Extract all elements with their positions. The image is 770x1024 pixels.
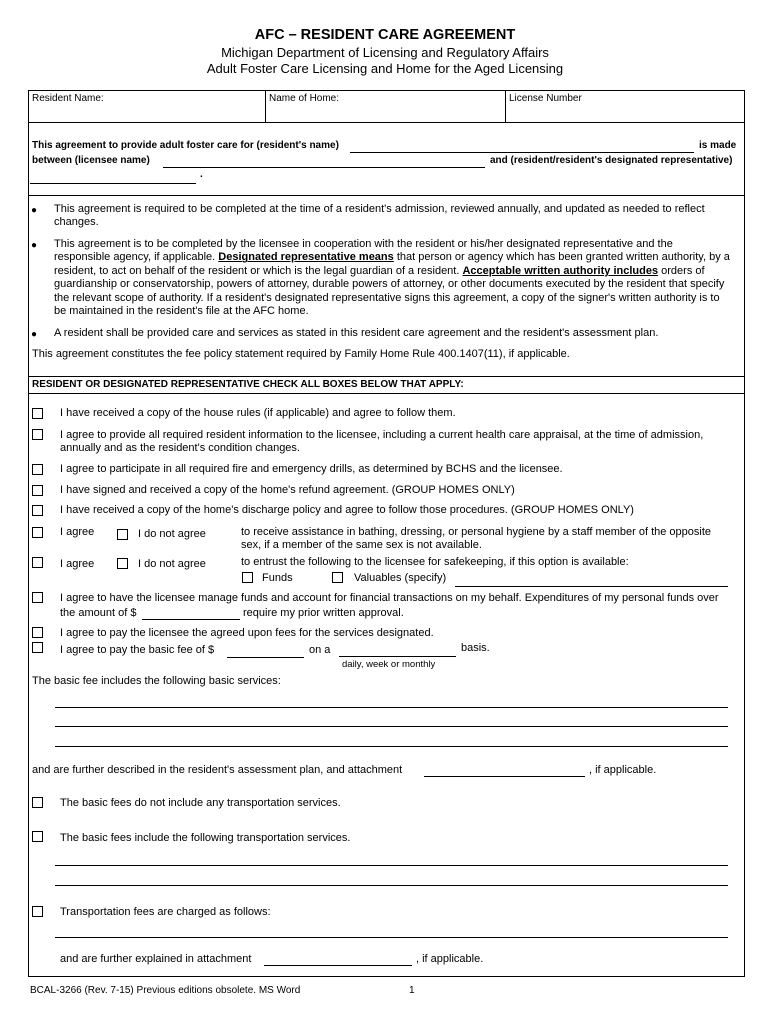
- page-number: 1: [409, 985, 415, 996]
- divider: [28, 393, 745, 394]
- basic-services-line[interactable]: [55, 707, 728, 708]
- bullet-text-review: This agreement is required to be completed at the time of a resident's admission, reviewed annually, and updated as needed to reflect changes.: [54, 203, 705, 229]
- basic-fee-label: I agree to pay the basic fee of $: [60, 644, 215, 656]
- funds-label: Funds: [262, 572, 293, 584]
- resident-name-label: Resident Name:: [32, 93, 104, 104]
- agreement-period: .: [200, 169, 203, 180]
- assistance-agree-checkbox[interactable]: [32, 527, 43, 538]
- licensee-name-line[interactable]: [163, 167, 485, 168]
- transport-included-checkbox[interactable]: [32, 831, 43, 842]
- license-number-field[interactable]: [506, 104, 744, 121]
- resident-name-field[interactable]: [29, 104, 265, 121]
- transport-attachment-end: , if applicable.: [416, 953, 484, 965]
- entrust-agree-checkbox[interactable]: [32, 557, 43, 568]
- funds-checkbox[interactable]: [242, 572, 253, 583]
- discharge-label: I have received a copy of the home's discharge policy and agree to follow those procedures. (GROUP HOMES ONLY): [60, 504, 634, 516]
- drills-label: I agree to participate in all required fire and emergency drills, as determined by BCHS and the licensee.: [60, 463, 563, 475]
- no-transport-checkbox[interactable]: [32, 797, 43, 808]
- home-name-field[interactable]: [266, 104, 505, 121]
- transport-fees-line[interactable]: [55, 937, 728, 938]
- basis-hint: daily, week or monthly: [342, 659, 436, 670]
- agreement-made-label: is made: [699, 140, 737, 151]
- health-info-label-cont: annually and as the resident's condition changes.: [60, 442, 300, 454]
- discharge-checkbox[interactable]: [32, 505, 43, 516]
- basic-services-line[interactable]: [55, 726, 728, 727]
- no-transport-label: The basic fees do not include any transportation services.: [60, 797, 341, 809]
- resident-name-line[interactable]: [350, 152, 694, 153]
- entrust-disagree-label: I do not agree: [138, 558, 206, 570]
- manage-funds-checkbox[interactable]: [32, 592, 43, 603]
- divider: [28, 122, 745, 123]
- transport-included-label: The basic fees include the following transportation services.: [60, 832, 351, 844]
- assistance-disagree-label: I do not agree: [138, 528, 206, 540]
- agreed-fees-checkbox[interactable]: [32, 627, 43, 638]
- assistance-agree-label: I agree: [60, 526, 95, 538]
- basic-fee-basis-line[interactable]: [339, 656, 456, 657]
- refund-label: I have signed and received a copy of the home's refund agreement. (GROUP HOMES ONLY): [60, 484, 515, 496]
- form-id: BCAL-3266 (Rev. 7-15) Previous editions obsolete. MS Word: [30, 985, 301, 996]
- agreed-fees-label: I agree to pay the licensee the agreed upon fees for the services designated.: [60, 627, 434, 639]
- basic-services-line[interactable]: [55, 746, 728, 747]
- manage-funds-end: require my prior written approval.: [243, 607, 404, 619]
- divider: [28, 376, 745, 377]
- completion-text-2: that person or agency which has been granted written authority, by a resident, to act on behalf of the resident or which is the legal guardian of a resident.: [54, 251, 730, 277]
- entrust-agree-label: I agree: [60, 558, 95, 570]
- transport-attachment-label: and are further explained in attachment: [60, 953, 252, 965]
- basic-fee-amount-line[interactable]: [227, 657, 304, 658]
- assistance-text: to receive assistance in bathing, dressing, or personal hygiene by a staff member of the opposite: [241, 526, 712, 538]
- health-info-label: I agree to provide all required resident information to the licensee, including a current health care appraisal, at the time of admission,: [60, 429, 704, 441]
- assessment-plan-text: and are further described in the resident's assessment plan, and attachment: [32, 764, 403, 776]
- divider: [28, 195, 745, 196]
- transport-services-line[interactable]: [55, 865, 728, 866]
- transport-fees-checkbox[interactable]: [32, 906, 43, 917]
- written-authority-term: Acceptable written authority includes: [462, 264, 659, 277]
- bullet-icon: ●: [31, 329, 38, 340]
- license-number-label: License Number: [509, 93, 582, 104]
- department-name: Michigan Department of Licensing and Regulatory Affairs: [221, 45, 549, 60]
- completion-text: This agreement is to be completed by the licensee in cooperation with the resident or his/her designated representative and the responsible agency, if applicable.: [54, 238, 673, 264]
- health-info-checkbox[interactable]: [32, 429, 43, 440]
- bullet-text-completion: [54, 238, 730, 318]
- entrust-text: to entrust the following to the licensee for safekeeping, if this option is available:: [241, 556, 629, 568]
- valuables-checkbox[interactable]: [332, 572, 343, 583]
- bullet-text-care: A resident shall be provided care and services as stated in this resident care agreement and the resident's assessment plan.: [54, 327, 659, 339]
- assistance-disagree-checkbox[interactable]: [117, 529, 128, 540]
- basis-label: basis.: [461, 642, 490, 654]
- designated-representative-term: Designated representative means: [218, 251, 394, 264]
- house-rules-label: I have received a copy of the house rules (if applicable) and agree to follow them.: [60, 407, 456, 419]
- bullet-icon: ●: [31, 205, 38, 216]
- on-a-label: on a: [309, 644, 331, 656]
- assistance-text-cont: sex, if a member of the same sex is not available.: [241, 539, 482, 551]
- assessment-plan-end: , if applicable.: [589, 764, 657, 776]
- transport-fees-label: Transportation fees are charged as follows:: [60, 906, 271, 918]
- basic-services-label: The basic fee includes the following basic services:: [32, 675, 281, 687]
- refund-checkbox[interactable]: [32, 485, 43, 496]
- agreement-representative-label: and (resident/resident's designated representative): [490, 155, 733, 166]
- manage-funds-amount-line[interactable]: [142, 619, 240, 620]
- drills-checkbox[interactable]: [32, 464, 43, 475]
- manage-funds-amount-label: the amount of $: [60, 607, 137, 619]
- fee-policy-statement: This agreement constitutes the fee policy statement required by Family Home Rule 400.1407(11), if applicable.: [32, 348, 570, 360]
- bullet-icon: ●: [31, 240, 38, 251]
- basic-fee-checkbox[interactable]: [32, 642, 43, 653]
- representative-name-line[interactable]: [30, 183, 196, 184]
- house-rules-checkbox[interactable]: [32, 408, 43, 419]
- agreement-resident-label: This agreement to provide adult foster care for (resident's name): [32, 140, 339, 151]
- valuables-input-line[interactable]: [455, 586, 728, 587]
- agreement-licensee-label: between (licensee name): [32, 155, 150, 166]
- transport-attachment-line[interactable]: [264, 965, 412, 966]
- section-header: RESIDENT OR DESIGNATED REPRESENTATIVE CHECK ALL BOXES BELOW THAT APPLY:: [32, 379, 464, 390]
- entrust-disagree-checkbox[interactable]: [117, 558, 128, 569]
- home-name-label: Name of Home:: [269, 93, 340, 104]
- completion-text-3: orders of guardianship or conservatorship, powers of attorney, durable powers of attorney, or other documents executed by the resident that specify the relevant scope of authority. If a resident's designated representative signs this agreement, a copy of the signer's written authority is to be maintained in the resident's file at the AFC home.: [54, 264, 725, 318]
- transport-services-line[interactable]: [55, 885, 728, 886]
- bureau-name: Adult Foster Care Licensing and Home for the Aged Licensing: [206, 61, 564, 76]
- form-title: AFC – RESIDENT CARE AGREEMENT: [254, 27, 516, 43]
- manage-funds-label: I agree to have the licensee manage funds and account for financial transactions on my behalf. Expenditures of my personal funds over: [60, 592, 719, 604]
- valuables-label: Valuables (specify): [354, 572, 447, 584]
- assessment-attachment-line[interactable]: [424, 776, 585, 777]
